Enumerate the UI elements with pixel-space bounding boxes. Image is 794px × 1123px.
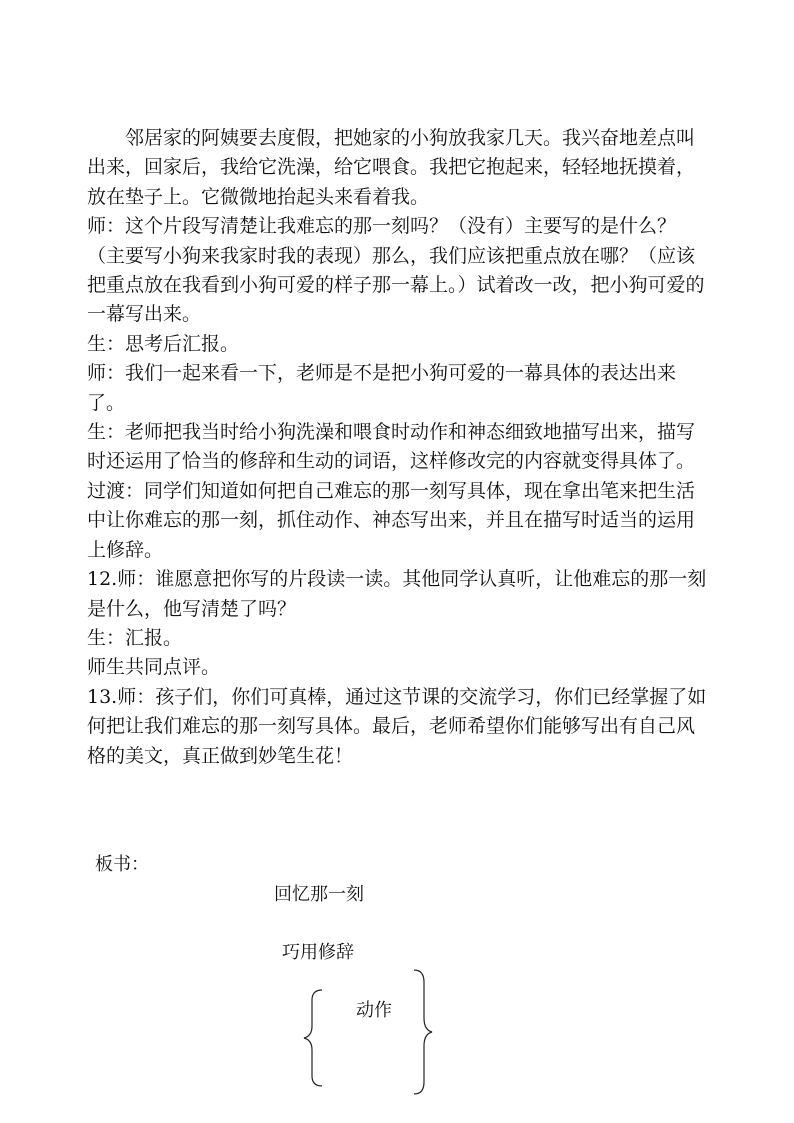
student-paragraph: 生：思考后汇报。 [87,332,240,355]
sample-paragraph: 邻居家的阿姨要去度假，把她家的小狗放我家几天。我兴奋地差点叫出来，回家后，我给它洗澡，给它喂食。我把它抱起来，轻轻地抚摸着，放在垫子上。它微微地抬起头来看着我。 [87,127,696,208]
left-brace [300,986,330,1090]
comment-paragraph: 师生共同点评。 [87,656,221,679]
board-item-action: 动作 [356,1000,392,1021]
transition-paragraph: 过渡：同学们知道如何把自己难忘的那一刻写具体，现在拿出笔来把生活中让你难忘的那一刻，抓住动作、神态写出来，并且在描写时适当的运用上修辞。 [87,479,696,561]
step-12-paragraph: 12.师：谁愿意把你写的片段读一读。其他同学认真听，让他难忘的那一刻是什么，他写清楚了吗？ [87,568,707,620]
student-paragraph: 生：汇报。 [87,626,183,649]
teacher-paragraph: 师：我们一起来看一下，老师是不是把小狗可爱的一幕具体的表达出来了。 [87,362,677,414]
board-title: 回忆那一刻 [274,884,364,905]
blackboard-label: 板书： [95,854,149,875]
student-paragraph: 生：老师把我当时给小狗洗澡和喂食时动作和神态细致地描写出来，描写时还运用了恰当的修辞和生动的词语，这样修改完的内容就变得具体了。 [87,421,696,473]
lesson-text [87,124,709,771]
step-13-paragraph: 13.师：孩子们，你们可真棒，通过这节课的交流学习，你们已经掌握了如何把让我们难忘的那一刻写具体。最后，老师希望你们能够写出有自己风格的美文，真正做到妙笔生花！ [87,685,707,767]
right-brace [408,966,438,1098]
board-subtitle: 巧用修辞 [282,942,354,963]
teacher-paragraph: 师：这个片段写清楚让我难忘的那一刻吗？（没有）主要写的是什么？（主要写小狗来我家时我的表现）那么，我们应该把重点放在哪？（应该把重点放在我看到小狗可爱的样子那一幕上。）试着改一改，把小狗可爱的一幕写出来。 [87,215,705,326]
